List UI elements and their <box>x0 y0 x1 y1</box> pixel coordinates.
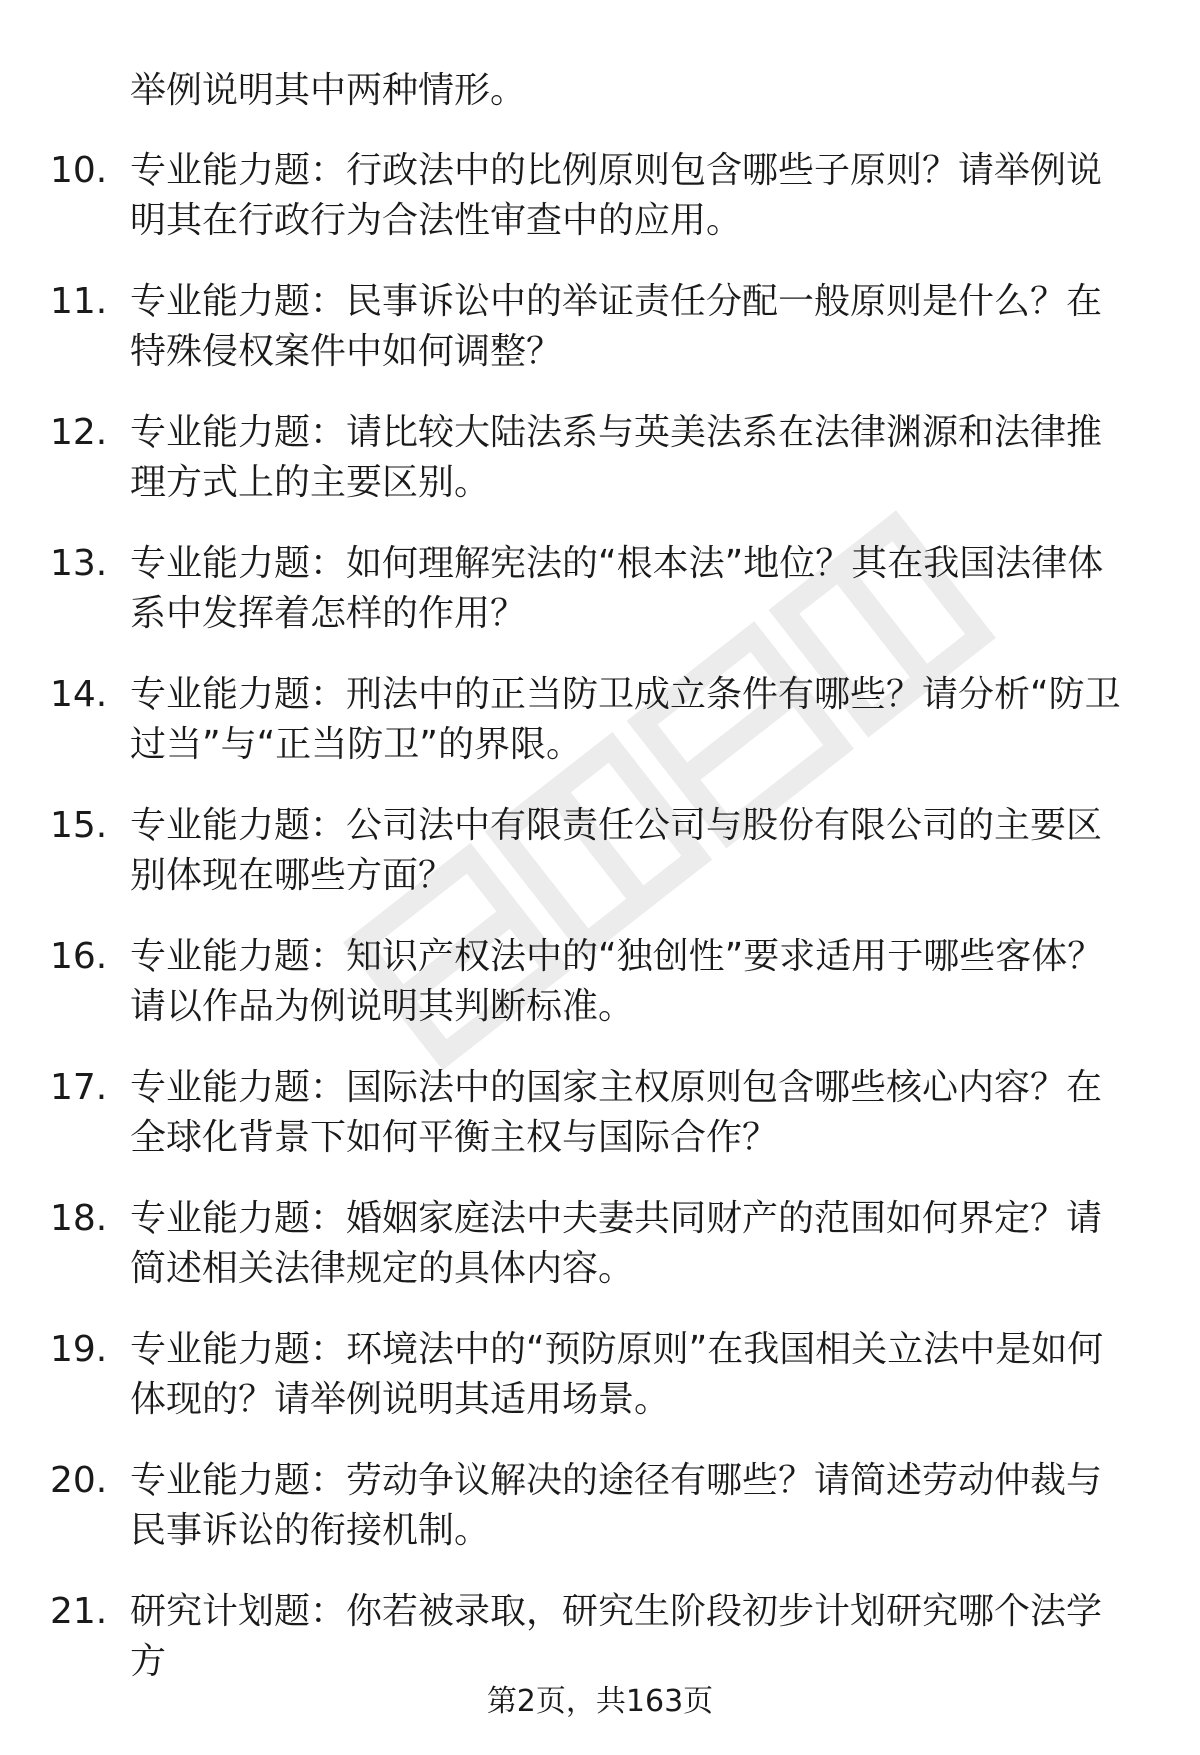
question-text: 专业能力题：行政法中的比例原则包含哪些子原则？请举例说明其在行政行为合法性审查中的应用。 <box>130 150 1103 241</box>
question-text: 专业能力题：公司法中有限责任公司与股份有限公司的主要区别体现在哪些方面？ <box>130 805 1103 896</box>
question-number: 18. <box>50 1198 108 1239</box>
question-text: 专业能力题：请比较大陆法系与英美法系在法律渊源和法律推理方式上的主要区别。 <box>130 412 1103 503</box>
question-item <box>50 539 1160 670</box>
question-number: 10. <box>50 150 108 191</box>
question-item <box>50 277 1160 408</box>
question-item <box>50 801 1160 932</box>
question-number: 17. <box>50 1067 108 1108</box>
question-text: 专业能力题：刑法中的正当防卫成立条件有哪些？请分析“防卫过当”与“正当防卫”的界限。 <box>130 674 1121 765</box>
question-item <box>50 1456 1160 1587</box>
question-item <box>50 1194 1160 1325</box>
question-item <box>50 932 1160 1063</box>
continued-question-text: 举例说明其中两种情形。 <box>130 70 527 111</box>
question-number: 13. <box>50 543 108 584</box>
question-text: 专业能力题：劳动争议解决的途径有哪些？请简述劳动仲裁与民事诉讼的衔接机制。 <box>130 1460 1103 1551</box>
question-item <box>50 408 1160 539</box>
question-text: 专业能力题：民事诉讼中的举证责任分配一般原则是什么？在特殊侵权案件中如何调整？ <box>130 281 1103 372</box>
page-footer: 第2页，共163页 <box>486 1684 714 1719</box>
question-number: 14. <box>50 674 108 715</box>
question-number: 19. <box>50 1329 108 1370</box>
question-item <box>50 146 1160 277</box>
question-number: 16. <box>50 936 108 977</box>
question-item <box>50 1325 1160 1456</box>
question-number: 21. <box>50 1591 108 1632</box>
question-item <box>50 1063 1160 1194</box>
question-text: 研究计划题：你若被录取，研究生阶段初步计划研究哪个法学方 <box>130 1591 1103 1682</box>
question-text: 专业能力题：国际法中的国家主权原则包含哪些核心内容？在全球化背景下如何平衡主权与国际合作？ <box>130 1067 1103 1158</box>
question-number: 11. <box>50 281 108 322</box>
question-number: 15. <box>50 805 108 846</box>
question-text: 专业能力题：知识产权法中的“独创性”要求适用于哪些客体？请以作品为例说明其判断标准。 <box>130 936 1104 1027</box>
question-number: 20. <box>50 1460 108 1501</box>
question-number: 12. <box>50 412 108 453</box>
question-text: 专业能力题：婚姻家庭法中夫妻共同财产的范围如何界定？请简述相关法律规定的具体内容。 <box>130 1198 1103 1289</box>
question-text: 专业能力题：环境法中的“预防原则”在我国相关立法中是如何体现的？请举例说明其适用场景。 <box>130 1329 1104 1420</box>
question-list <box>50 146 1160 1718</box>
question-text: 专业能力题：如何理解宪法的“根本法”地位？其在我国法律体系中发挥着怎样的作用？ <box>130 543 1104 634</box>
question-item <box>50 670 1160 801</box>
